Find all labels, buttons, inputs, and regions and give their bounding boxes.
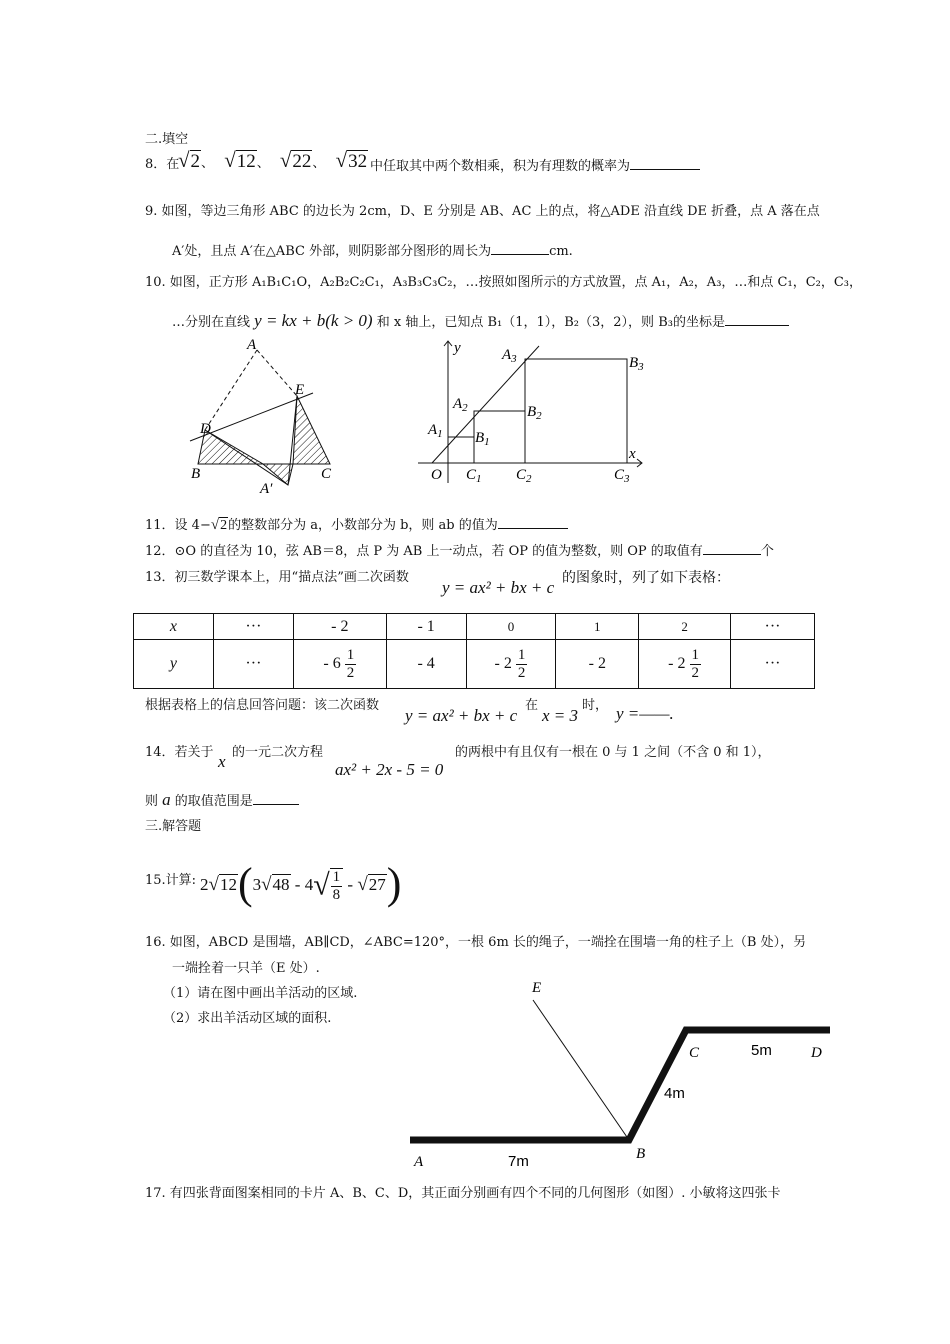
q14-equation-label: 的一元二次方程 <box>232 745 324 760</box>
q13-x-eq-3: x = 3 <box>542 706 579 725</box>
question-16: 16. 如图，ABCD 是围墙，AB∥CD，∠ABC=120°，一根 6m 长的绳子，一端拴在围墙一角的柱子上（B 处），另 <box>145 935 807 950</box>
shaded-right <box>293 396 330 464</box>
label-y: y <box>454 340 461 356</box>
question-16-line2: 一端拴着一只羊（E 处）. <box>172 961 320 976</box>
section-title-fill-in: 二.填空 <box>145 132 189 147</box>
label-4m: 4m <box>664 1085 685 1102</box>
value-table <box>133 613 815 689</box>
label-B1: $B_1$ <box>475 430 490 448</box>
label-5m: 5m <box>751 1042 772 1059</box>
q13-in: 在 <box>525 698 539 713</box>
label-A3: $A_3$ <box>502 347 517 365</box>
question-12: 12．⊙O 的直径为 10，弦 AB＝8，点 P 为 AB 上一动点，若 OP 的值为整数，则 OP 的取值有 个 <box>145 541 774 561</box>
label-x: x <box>629 446 636 462</box>
q14-condition: 的两根中有且仅有一根在 0 与 1 之间（不含 0 和 1）， <box>455 745 771 760</box>
label-B3: $B_3$ <box>629 355 644 373</box>
label-B: B <box>636 1146 646 1162</box>
label-7m: 7m <box>508 1153 529 1170</box>
label-C: C <box>321 466 332 482</box>
dashed-ae <box>257 350 297 396</box>
figure-wall <box>405 970 835 1175</box>
label-D: D <box>811 1045 822 1061</box>
question-13: 13．初三数学课本上，用“描点法”画二次函数 <box>145 570 409 585</box>
table-row-x: x ··· - 2 - 1 0 1 2 ··· <box>134 614 815 640</box>
label-E: E <box>295 382 305 398</box>
label-E: E <box>532 980 542 996</box>
q13-when: 时， <box>582 698 609 713</box>
label-B2: $B_2$ <box>527 404 542 422</box>
label-O: O <box>431 467 442 483</box>
figure-squares <box>415 338 650 488</box>
label-A2: $A_2$ <box>453 396 468 414</box>
q13-question: 根据表格上的信息回答问题：该二次函数 <box>145 698 380 713</box>
table-row-y: y ··· - 6 $\frac{1}{2}$ - 4 - 2 $\frac{1}{2}$ - 2 - 2 $\frac{1}{2}$ ··· <box>134 640 815 689</box>
question-14: 14．若关于 <box>145 745 214 760</box>
q14-equation: ax² + 2x - 5 = 0 <box>335 760 444 779</box>
rope-be <box>533 1000 629 1140</box>
question-15-label: 15.计算: <box>145 873 197 888</box>
question-10: 10. 如图，正方形 A₁B₁C₁O，A₂B₂C₂C₁，A₃B₃C₃C₂，…按照如图所示的方式放置，点 A₁，A₂，A₃，…和点 C₁，C₂，C₃， <box>145 275 863 290</box>
q15-expression: 2√12(3√48 - 4√ $\frac{1}{8}$ - √27) <box>200 859 402 908</box>
label-A-prime: A′ <box>260 481 273 497</box>
label-D: D <box>200 421 211 437</box>
label-C: C <box>689 1045 700 1061</box>
q14-line2: 则 a 的取值范围是 <box>145 791 299 811</box>
q16-part1: （1）请在图中画出羊活动的区域. <box>163 986 358 1001</box>
label-B: B <box>191 466 201 482</box>
q13-formula-2: y = ax² + bx + c <box>405 706 518 725</box>
question-17: 17. 有四张背面图案相同的卡片 A、B、C、D，其正面分别画有四个不同的几何图形（如图）. 小敏将这四张卡 <box>145 1186 781 1201</box>
q14-x: x <box>218 752 226 771</box>
question-11: 11．设 4−√2的整数部分为 a，小数部分为 b，则 ab 的值为 <box>145 515 568 535</box>
q13-formula: y = ax² + bx + c <box>442 578 555 597</box>
label-A: A <box>247 337 257 353</box>
question-9: 9. 如图，等边三角形 ABC 的边长为 2cm，D、E 分别是 AB、AC 上的点，将△ADE 沿直线 DE 折叠，点 A 落在点 <box>145 204 820 219</box>
q16-part2: （2）求出羊活动区域的面积. <box>163 1011 332 1026</box>
question-8: 8．在 <box>145 157 180 172</box>
line-formula: y = kx + b(k > 0) <box>254 311 373 330</box>
q8-text: 中任取其中两个数相乘，积为有理数的概率为 <box>370 156 700 176</box>
label-C3: $C_3$ <box>614 467 630 485</box>
q8-radicals: √2、 √12、 √22、 √32 <box>178 148 368 172</box>
label-C2: $C_2$ <box>516 467 532 485</box>
question-10-line2: …分别在直线 y = kx + b(k > 0) 和 x 轴上，已知点 B₁（1，1），B₂（3，2），则 B₃的坐标是 <box>172 312 789 332</box>
label-A1: $A_1$ <box>428 422 443 440</box>
q13-y-blank: y =——. <box>616 704 674 723</box>
question-9-line2: A′处，且点 A′在△ABC 外部，则阴影部分图形的周长为 cm. <box>172 241 573 261</box>
q13-text-end: 的图象时，列了如下表格： <box>562 570 730 586</box>
label-A: A <box>414 1154 424 1170</box>
section-title-solve: 三.解答题 <box>145 819 202 834</box>
figure-folded-triangle <box>185 335 345 500</box>
label-C1: $C_1$ <box>466 467 482 485</box>
